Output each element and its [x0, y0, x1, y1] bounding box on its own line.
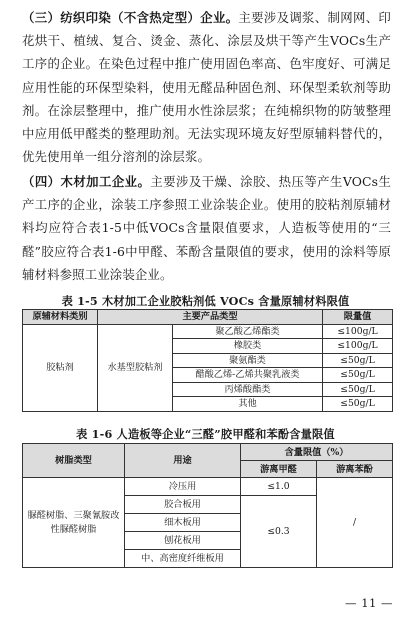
- section-heading-textile: （三）纺织印染（不含热定型）企业。: [22, 10, 239, 25]
- header-use: 用途: [125, 444, 241, 478]
- product-cell: 醋酸乙烯-乙烯共聚乳液类: [173, 368, 323, 383]
- product-cell: 聚氨酯类: [173, 353, 323, 368]
- product-cell: 橡胶类: [173, 339, 323, 354]
- header-limit: 限量值: [323, 310, 393, 325]
- product-cell: 丙烯酸酯类: [173, 382, 323, 397]
- limit-cell: ≤50g/L: [323, 382, 393, 397]
- paragraph-textile-printing: [22, 6, 391, 168]
- use-cell: 细木板用: [125, 514, 241, 532]
- product-cell: 其他: [173, 397, 323, 412]
- product-cell: 聚乙酸乙烯酯类: [173, 324, 323, 339]
- table-caption-1-6: 表 1-6 人造板等企业“三醛”胶甲醛和苯酚含量限值: [76, 427, 335, 441]
- use-cell: 刨花板用: [125, 532, 241, 550]
- limit-cell: ≤100g/L: [323, 324, 393, 339]
- use-cell: 冷压用: [125, 478, 241, 496]
- formaldehyde-cell: ≤0.3: [241, 496, 317, 568]
- limit-cell: ≤50g/L: [323, 397, 393, 412]
- section-heading-wood: （四）木材加工企业。: [22, 174, 151, 189]
- header-resin-type: 树脂类型: [23, 444, 125, 478]
- phenol-cell: /: [317, 478, 393, 568]
- table-header-row: [23, 310, 393, 325]
- use-cell: 中、高密度纤维板用: [125, 550, 241, 568]
- category-cell: 胶粘剂: [23, 324, 98, 411]
- header-free-formaldehyde: 游离甲醛: [241, 461, 317, 478]
- limit-cell: ≤100g/L: [323, 339, 393, 354]
- use-cell: 胶合板用: [125, 496, 241, 514]
- limit-cell: ≤50g/L: [323, 353, 393, 368]
- paragraph-body-wood: 主要涉及干燥、涂胶、热压等产生VOCs生产工序的企业，涂装工序参照工业涂装企业。使用的胶粘剂原辅材料均应符合表1-5中低VOCs含量限值要求，人造板等使用的“三醛”胶应符合表1-6中甲醛、苯酚含量限值的要求，使用的涂料等原辅材料参照工业涂装企业。: [22, 174, 392, 282]
- header-material-category: 原辅材料类别: [23, 310, 98, 325]
- table-caption-1-5: 表 1-5 木材加工企业胶粘剂低 VOCs 含量原辅材料限值: [61, 294, 350, 308]
- header-content-limit: 含量限值（%）: [241, 444, 393, 461]
- header-product-type: 主要产品类型: [98, 310, 323, 325]
- page-number: — 11 —: [345, 596, 393, 610]
- formaldehyde-cell: ≤1.0: [241, 478, 317, 496]
- paragraph-wood-processing: [22, 170, 391, 286]
- limit-cell: ≤50g/L: [323, 368, 393, 383]
- table-row: [23, 478, 393, 496]
- resin-type-cell: 脲醛树脂、三聚氰胺改性脲醛树脂: [23, 478, 125, 568]
- table-header-row: [23, 444, 393, 461]
- subtype-cell: 水基型胶粘剂: [98, 324, 173, 411]
- table-row: [23, 324, 393, 339]
- adhesive-voc-limit-table: [22, 309, 393, 412]
- paragraph-body-textile: 主要涉及调浆、制网网、印花烘干、植绒、复合、烫金、蒸化、涂层及烘干等产生VOCs生产工序的企业。在染色过程中推广使用固色率高、色牢度好、可满足应用性能的环保型染料，使用无醛品种固色剂、环保型柔软剂等助剂。在涂层整理中，推广使用水性涂层浆；在纯棉织物的防皱整理中应用低甲醛类的整理助剂。无法实现环境友好型原辅料替代的，优先使用单一组分溶剂的涂层浆。: [22, 10, 391, 165]
- header-free-phenol: 游离苯酚: [317, 461, 393, 478]
- resin-formaldehyde-phenol-table: [22, 443, 393, 568]
